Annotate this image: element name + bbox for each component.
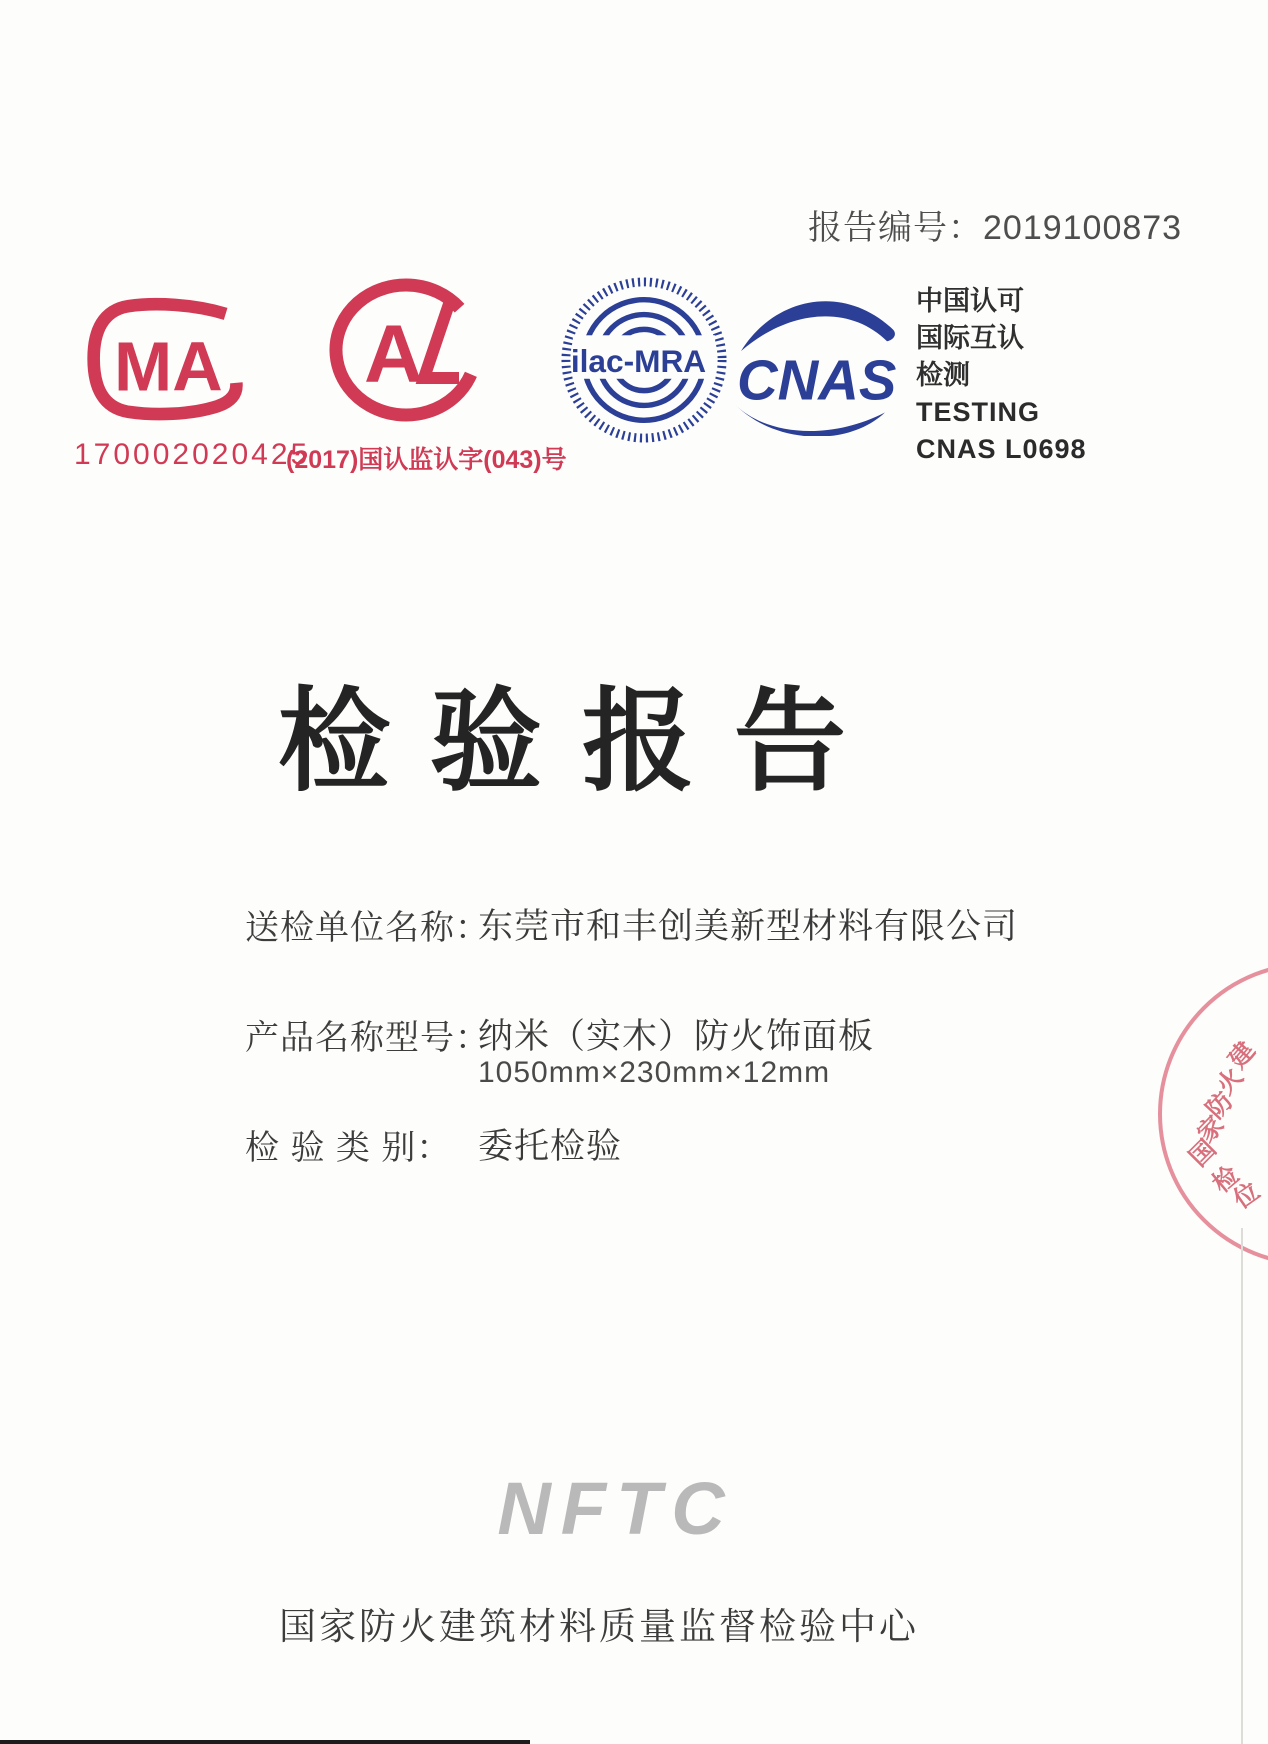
- product-field-value: 纳米（实木）防火饰面板: [478, 1017, 875, 1056]
- cnas-line-mutual-recognition: 国际互认: [916, 323, 1024, 353]
- stamp-char: 国: [1184, 1134, 1222, 1173]
- stamp-char: 检: [1207, 1160, 1245, 1199]
- scan-edge-line: [1241, 1228, 1243, 1744]
- cma-certificate-number: 170002020425: [74, 438, 311, 471]
- cnas-accreditation-text-block: [916, 283, 1087, 468]
- ilac-mra-logo-icon: [560, 276, 728, 444]
- nftc-watermark: NFTC: [497, 1467, 735, 1550]
- ilac-mra-text: ilac-MRA: [570, 342, 707, 379]
- stamp-char: 家: [1192, 1110, 1230, 1149]
- report-number-line: [808, 200, 1182, 249]
- organization-name: 国家防火建筑材料质量监督检验中心: [279, 1606, 919, 1647]
- cnas-line-testing-en: TESTING: [916, 397, 1041, 427]
- stamp-char: 防: [1201, 1086, 1239, 1125]
- client-field-label: 送检单位名称：: [245, 909, 490, 947]
- document-title: 检验报告: [278, 679, 886, 804]
- cma-letters: MA: [114, 327, 223, 406]
- cal-accreditation-logo-icon: [318, 272, 498, 427]
- cnas-lab-number: CNAS L0698: [916, 434, 1087, 464]
- stamp-char: 位: [1228, 1176, 1265, 1215]
- cal-letter: A: [364, 309, 424, 400]
- report-number-label: 报告编号：: [808, 209, 983, 247]
- cal-certificate-number: (2017)国认监认字(043)号: [286, 446, 567, 474]
- cnas-text: CNAS: [737, 348, 897, 412]
- stamp-char: 火: [1211, 1062, 1249, 1101]
- cnas-logo-icon: [728, 288, 903, 436]
- stamp-char: 建: [1223, 1036, 1261, 1074]
- cnas-line-china-accredited: 中国认可: [916, 286, 1024, 316]
- product-field-label: 产品名称型号：: [245, 1019, 490, 1057]
- inspection-type-value: 委托检验: [478, 1127, 623, 1166]
- cnas-line-testing-cn: 检测: [916, 360, 970, 390]
- inspection-type-label: 检 验 类 别：: [245, 1129, 452, 1167]
- report-number-value: 2019100873: [983, 209, 1183, 247]
- cma-accreditation-logo-icon: [82, 293, 247, 425]
- scan-bottom-edge: [0, 1740, 530, 1744]
- client-field-value: 东莞市和丰创美新型材料有限公司: [478, 907, 1019, 946]
- product-spec-value: 1050mm×230mm×12mm: [478, 1056, 831, 1089]
